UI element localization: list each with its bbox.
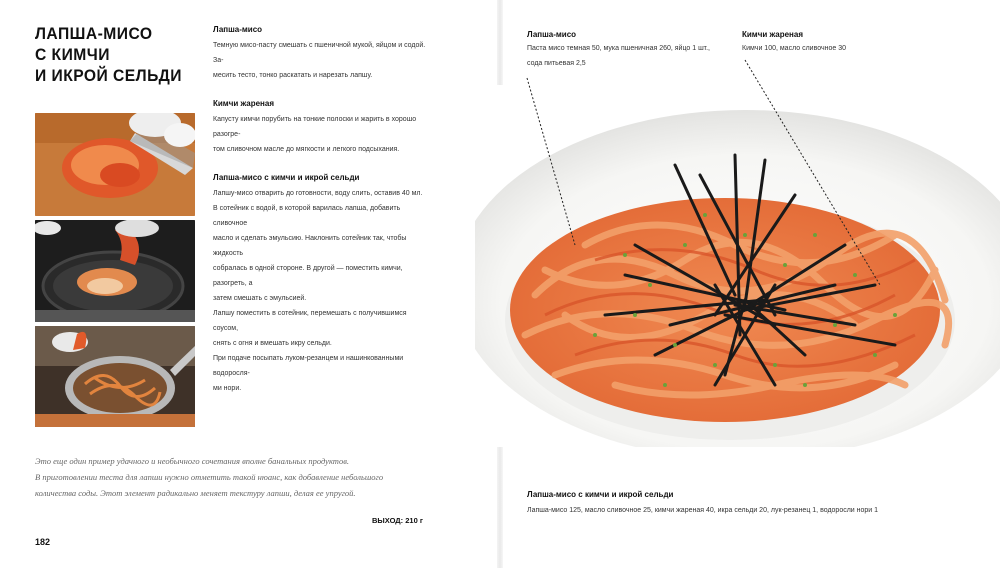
photo-chopping-kimchi — [35, 113, 195, 216]
method-line: Лапшу поместить в сотейник, перемешать с получившимся соусом, — [213, 310, 407, 332]
title-line: ЛАПША-МИСО — [35, 24, 153, 43]
annotation-heading: Лапша-мисо — [527, 30, 577, 39]
method-line: Лапшу-мисо отварить до готовности, воду слить, оставив 40 мл. — [213, 190, 423, 197]
assembly-heading: Лапша-мисо с кимчи и икрой сельди — [527, 490, 674, 499]
recipe-method — [213, 25, 428, 412]
title-line: С КИМЧИ — [35, 45, 110, 64]
method-line: собралась в одной стороне. В другой — поместить кимчи, разогреть, а — [213, 265, 403, 287]
method-section-noodles — [213, 25, 428, 83]
method-line: масло и сделать эмульсию. Наклонить сотейник так, чтобы жидкость — [213, 235, 407, 257]
method-line: Капусту кимчи порубить на тонкие полоски и жарить в хорошо разогре- — [213, 116, 417, 138]
page-number: 182 — [35, 537, 51, 547]
method-line: ми нори. — [213, 385, 242, 392]
photo-noodles-in-saute-pan — [35, 326, 195, 427]
method-section-assembly — [213, 173, 428, 396]
annotation-heading: Кимчи жареная — [742, 30, 804, 39]
method-section-kimchi — [213, 99, 428, 157]
annotation-line: сода питьевая 2,5 — [527, 60, 586, 67]
annotation-noodles — [527, 29, 727, 71]
dish-photo — [475, 85, 1000, 447]
yield-label: ВЫХОД: 210 г — [372, 516, 423, 525]
intro-paragraph — [35, 453, 435, 501]
annotation-line: Кимчи 100, масло сливочное 30 — [742, 45, 846, 52]
intro-line: Это еще один пример удачного и необычного сочетания вполне банальных продуктов. — [35, 456, 350, 466]
section-heading: Лапша-мисо — [213, 25, 263, 34]
method-line: При подаче посыпать луком-резанцем и нашинкованными водоросля- — [213, 355, 404, 377]
section-heading: Кимчи жареная — [213, 99, 275, 108]
photo-frying-kimchi — [35, 220, 195, 322]
section-heading: Лапша-мисо с кимчи и икрой сельди — [213, 173, 360, 182]
method-line: Темную мисо-пасту смешать с пшеничной мукой, яйцом и содой. За- — [213, 42, 426, 64]
assembly-line: Лапша-мисо 125, масло сливочное 25, кимчи жареная 40, икра сельди 20, лук-резанец 1, водоросли нори 1 — [527, 507, 879, 514]
annotation-kimchi — [742, 29, 942, 56]
method-line: снять с огня и вмешать икру сельди. — [213, 340, 332, 347]
assembly-ingredients — [527, 490, 967, 518]
recipe-title — [35, 23, 196, 86]
title-line: И ИКРОЙ СЕЛЬДИ — [35, 66, 182, 85]
intro-line: количества соды. Этот элемент радикально меняет текстуру лапши, делая ее упругой. — [35, 488, 356, 498]
intro-line: В приготовлении теста для лапши нужно отметить такой нюанс, как добавление небольшого — [35, 472, 384, 482]
method-line: В сотейник с водой, в которой варилась лапша, добавить сливочное — [213, 205, 401, 227]
method-line: месить тесто, тонко раскатать и нарезать лапшу. — [213, 72, 373, 79]
method-line: том сливочном масле до мягкости и легкого подсыхания. — [213, 146, 400, 153]
annotation-line: Паста мисо темная 50, мука пшеничная 260, яйцо 1 шт., — [527, 45, 711, 52]
method-line: затем смешать с эмульсией. — [213, 295, 307, 302]
